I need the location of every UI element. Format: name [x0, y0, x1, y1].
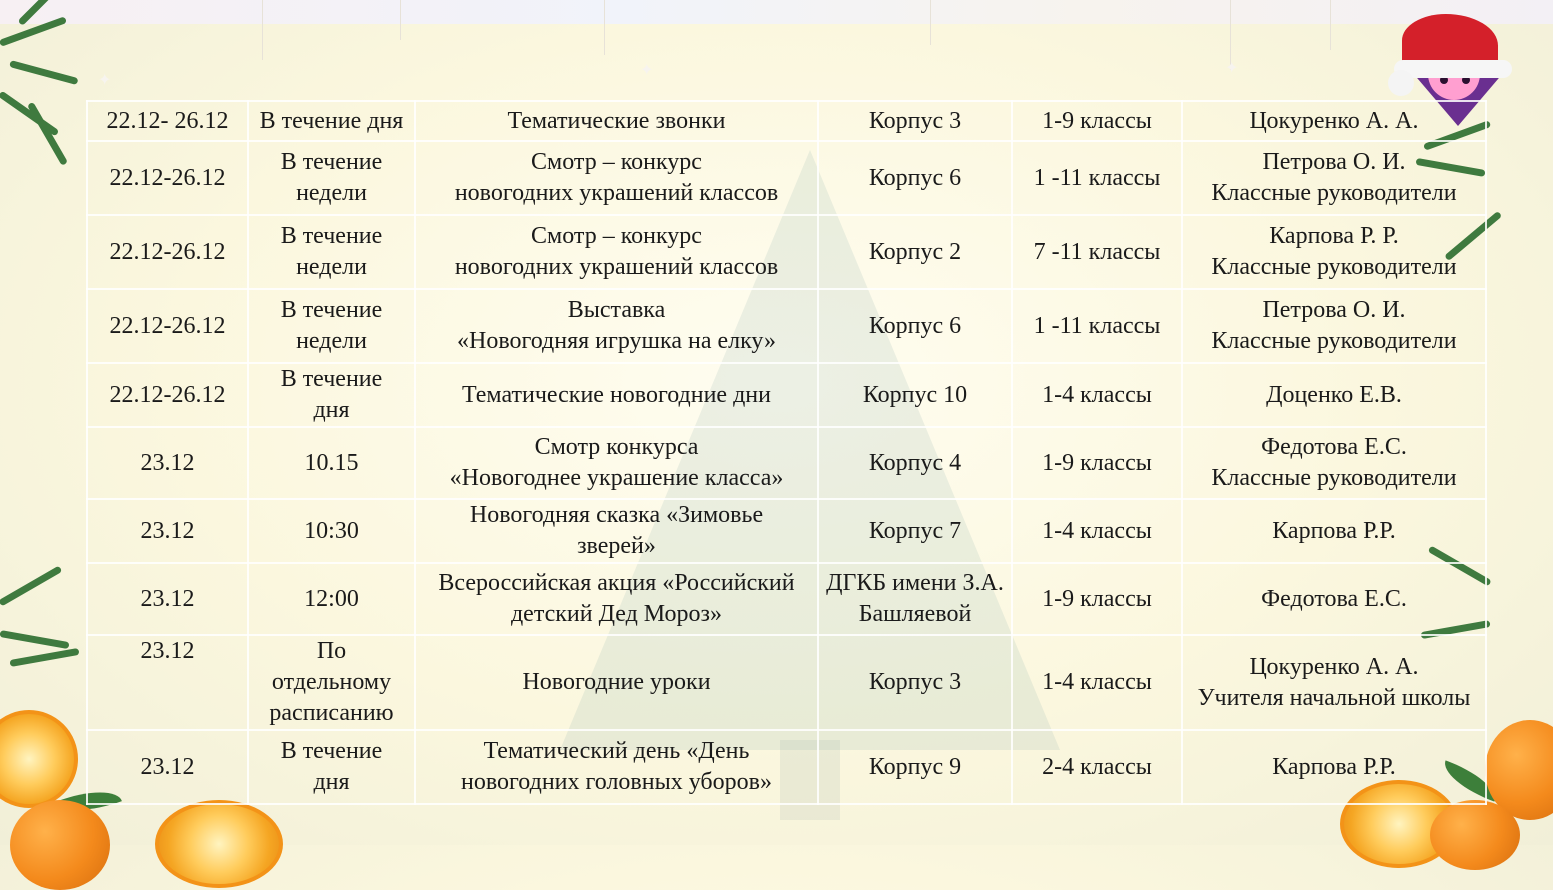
date-cell: 23.12 — [87, 499, 248, 563]
time-cell: По отдельному расписанию — [248, 635, 415, 730]
responsible-cell: Петрова О. И. Классные руководители — [1182, 289, 1486, 363]
date-cell: 23.12 — [87, 427, 248, 499]
location-cell: Корпус 6 — [818, 289, 1012, 363]
event-cell: Всероссийская акция «Российский детский Дед Мороз» — [415, 563, 818, 635]
date-cell: 22.12- 26.12 — [87, 101, 248, 141]
responsible-cell: Федотова Е.С. Классные руководители — [1182, 427, 1486, 499]
date-cell: 23.12 — [87, 730, 248, 804]
event-cell: Новогодние уроки — [415, 635, 818, 730]
orange-slice-icon — [155, 800, 283, 888]
table-row — [87, 215, 1486, 289]
classes-cell: 1-9 классы — [1012, 427, 1182, 499]
time-cell: 10.15 — [248, 427, 415, 499]
location-cell: Корпус 2 — [818, 215, 1012, 289]
location-cell: ДГКБ имени З.А. Башляевой — [818, 563, 1012, 635]
classes-cell: 1 -11 классы — [1012, 289, 1182, 363]
location-cell: Корпус 10 — [818, 363, 1012, 427]
date-cell: 23.12 — [87, 635, 248, 730]
table-row — [87, 141, 1486, 215]
event-cell: Смотр – конкурс новогодних украшений классов — [415, 141, 818, 215]
date-cell: 22.12-26.12 — [87, 289, 248, 363]
garland-string — [604, 0, 605, 55]
responsible-cell: Федотова Е.С. — [1182, 563, 1486, 635]
location-cell: Корпус 3 — [818, 635, 1012, 730]
responsible-cell: Карпова Р. Р. Классные руководители — [1182, 215, 1486, 289]
responsible-cell: Цокуренко А. А. Учителя начальной школы — [1182, 635, 1486, 730]
classes-cell: 1-4 классы — [1012, 499, 1182, 563]
date-cell: 22.12-26.12 — [87, 215, 248, 289]
responsible-cell: Цокуренко А. А. — [1182, 101, 1486, 141]
event-cell: Тематический день «День новогодних головных уборов» — [415, 730, 818, 804]
location-cell: Корпус 6 — [818, 141, 1012, 215]
location-cell: Корпус 7 — [818, 499, 1012, 563]
event-cell: Смотр – конкурс новогодних украшений классов — [415, 215, 818, 289]
classes-cell: 2-4 классы — [1012, 730, 1182, 804]
table-row — [87, 563, 1486, 635]
date-cell: 22.12-26.12 — [87, 141, 248, 215]
location-cell: Корпус 3 — [818, 101, 1012, 141]
event-cell: Тематические звонки — [415, 101, 818, 141]
garland-string — [262, 0, 263, 60]
classes-cell: 7 -11 классы — [1012, 215, 1182, 289]
garland-string — [400, 0, 401, 40]
classes-cell: 1-4 классы — [1012, 635, 1182, 730]
responsible-cell: Карпова Р.Р. — [1182, 499, 1486, 563]
classes-cell: 1-9 классы — [1012, 101, 1182, 141]
classes-cell: 1 -11 классы — [1012, 141, 1182, 215]
classes-cell: 1-4 классы — [1012, 363, 1182, 427]
garland-string — [1330, 0, 1331, 50]
orange-slice-icon — [0, 710, 78, 808]
date-cell: 23.12 — [87, 563, 248, 635]
time-cell: В течение недели — [248, 215, 415, 289]
responsible-cell: Доценко Е.В. — [1182, 363, 1486, 427]
table-row — [87, 730, 1486, 804]
date-cell: 22.12-26.12 — [87, 363, 248, 427]
time-cell: В течение недели — [248, 141, 415, 215]
orange-icon — [1430, 800, 1520, 870]
event-cell: Выставка «Новогодняя игрушка на елку» — [415, 289, 818, 363]
table-row — [87, 101, 1486, 141]
location-cell: Корпус 9 — [818, 730, 1012, 804]
top-banner — [0, 0, 1553, 24]
table-row — [87, 363, 1486, 427]
star-icon: ✦ — [640, 62, 654, 79]
responsible-cell: Карпова Р.Р. — [1182, 730, 1486, 804]
event-schedule-table — [86, 100, 1487, 805]
table-row — [87, 427, 1486, 499]
orange-icon — [10, 800, 110, 890]
time-cell: 12:00 — [248, 563, 415, 635]
garland-string — [930, 0, 931, 45]
table-row — [87, 289, 1486, 363]
responsible-cell: Петрова О. И. Классные руководители — [1182, 141, 1486, 215]
classes-cell: 1-9 классы — [1012, 563, 1182, 635]
event-cell: Тематические новогодние дни — [415, 363, 818, 427]
star-icon: ✦ — [1225, 60, 1239, 77]
time-cell: В течение дня — [248, 363, 415, 427]
time-cell: 10:30 — [248, 499, 415, 563]
time-cell: В течение дня — [248, 730, 415, 804]
event-cell: Смотр конкурса «Новогоднее украшение класса» — [415, 427, 818, 499]
table-row — [87, 635, 1486, 730]
table-row — [87, 499, 1486, 563]
time-cell: В течение дня — [248, 101, 415, 141]
time-cell: В течение недели — [248, 289, 415, 363]
location-cell: Корпус 4 — [818, 427, 1012, 499]
event-cell: Новогодняя сказка «Зимовье зверей» — [415, 499, 818, 563]
star-icon: ✦ — [98, 72, 112, 89]
